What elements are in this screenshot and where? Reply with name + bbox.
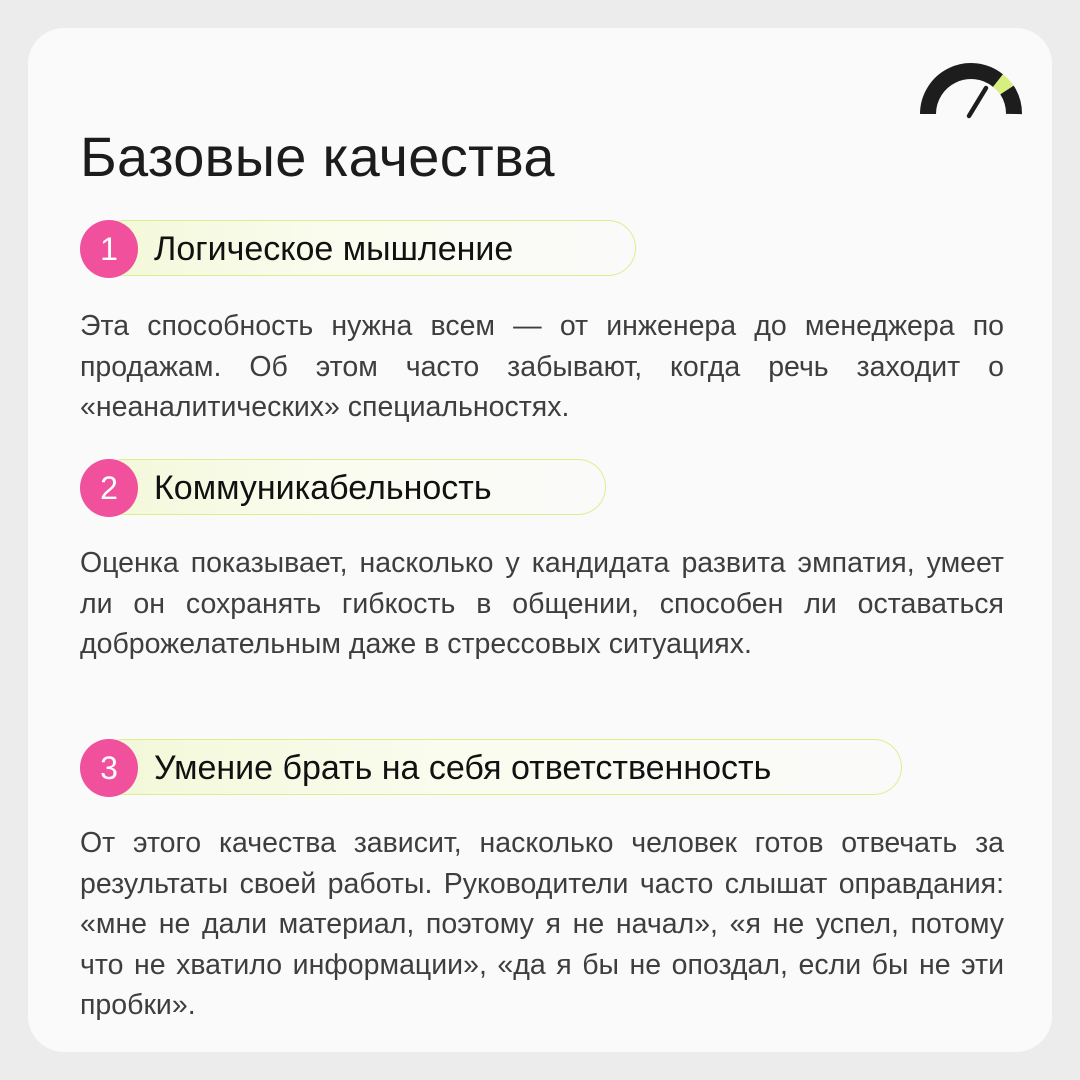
number-badge: 3	[80, 739, 138, 797]
section-body-3: От этого качества зависит, насколько человек готов отвечать за результаты своей работы. Руководители часто слышат оправдания: «мне не дали материал, поэтому я не начал», «я не успел, потому что не хватило информации», «да я бы не опоздал, если бы не эти пробки».	[80, 827, 1004, 1021]
section-heading-text: Коммуникабельность	[154, 468, 492, 507]
content-card	[28, 28, 1052, 1052]
number-badge: 2	[80, 459, 138, 517]
section-heading-2	[80, 459, 492, 517]
section-body-2: Оценка показывает, насколько у кандидата развита эмпатия, умеет ли он сохранять гибкость в общении, способен ли оставаться доброжелательным даже в стрессовых ситуациях.	[80, 547, 1004, 660]
section-body-1: Эта способность нужна всем — от инженера до менеджера по продажам. Об этом часто забывают, когда речь заходит о «неаналитических» специальностях.	[80, 310, 1004, 423]
speedometer-icon	[919, 62, 1023, 120]
section-heading-1	[80, 220, 513, 278]
section-heading-text: Умение брать на себя ответственность	[154, 748, 772, 787]
page-title: Базовые качества	[80, 125, 555, 188]
section-heading-text: Логическое мышление	[154, 229, 514, 268]
section-heading-3	[80, 739, 771, 797]
number-badge: 1	[80, 220, 138, 278]
